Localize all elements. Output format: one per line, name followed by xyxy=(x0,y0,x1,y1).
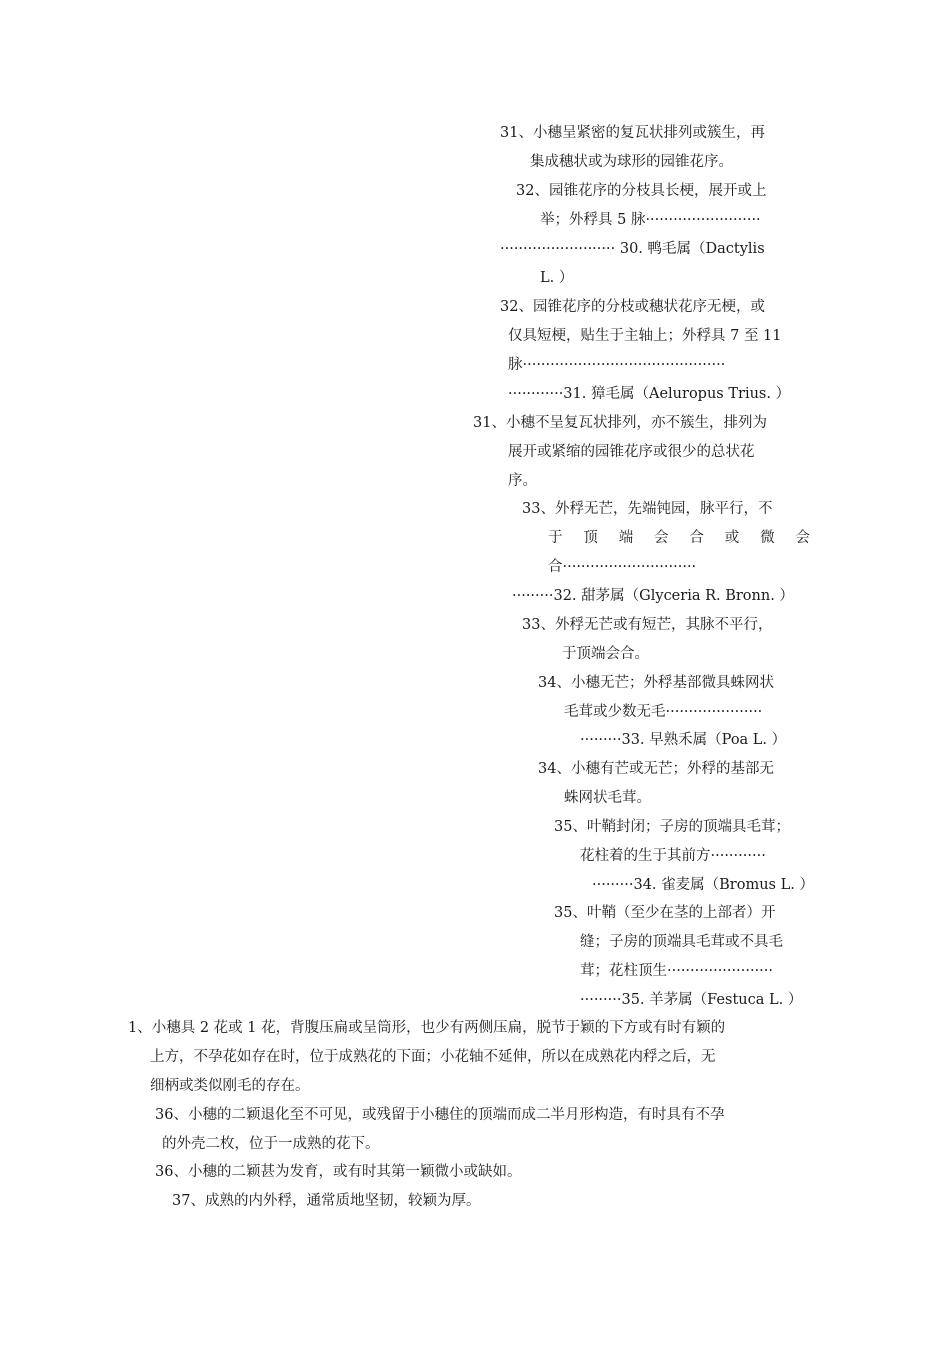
key-entry-1b-cont2: 细柄或类似刚毛的存在。 xyxy=(150,1078,310,1094)
key-entry-35a-cont: 花柱着的生于其前方············ xyxy=(580,848,766,864)
key-entry-32a: 32、园锥花序的分枝具长梗，展开或上 xyxy=(516,183,767,199)
key-entry-32b: 32、园锥花序的分枝或穗状花序无梗，或 xyxy=(500,299,765,315)
key-entry-35b: 35、叶鞘（至少在茎的上部者）开 xyxy=(554,905,776,921)
key-entry-31a: 31、小穗呈紧密的复瓦状排列或簇生，再 xyxy=(500,125,765,141)
key-result-31: ············31. 獐毛属（Aeluropus Trius. ） xyxy=(508,386,791,402)
key-entry-31b-cont: 展开或紧缩的园锥花序或很少的总状花 xyxy=(508,444,755,460)
key-entry-31b: 31、小穗不呈复瓦状排列，亦不簇生，排列为 xyxy=(473,415,767,431)
key-entry-35b-cont: 缝；子房的顶端具毛茸或不具毛 xyxy=(580,934,783,950)
key-entry-33b-cont: 于顶端会合。 xyxy=(562,646,649,662)
key-entry-33a: 33、外稃无芒，先端钝园，脉平行，不 xyxy=(522,501,773,517)
key-entry-32b-cont: 仅具短梗，贴生于主轴上；外稃具 7 至 11 xyxy=(508,328,782,344)
key-entry-32a-cont: 举；外稃具 5 脉························· xyxy=(540,212,761,228)
key-result-34: ·········34. 雀麦属（Bromus L. ） xyxy=(592,877,814,893)
key-entry-1b: 1、小穗具 2 花或 1 花，背腹压扁或呈筒形，也少有两侧压扁，脱节于颖的下方或有时有颖的 xyxy=(128,1020,726,1036)
key-entry-32b-cont2: 脉············································ xyxy=(508,357,726,373)
key-result-33: ·········33. 早熟禾属（Poa L. ） xyxy=(580,732,787,748)
key-entry-35b-cont2: 茸；花柱顶生······················· xyxy=(580,963,774,979)
key-entry-35a: 35、叶鞘封闭；子房的顶端具毛茸； xyxy=(554,819,790,835)
key-entry-33a-cont2: 合····························· xyxy=(548,559,697,575)
key-result-32: ·········32. 甜茅属（Glyceria R. Bronn. ） xyxy=(512,588,794,604)
key-entry-1b-cont: 上方，不孕花如存在时，位于成熟花的下面；小花轴不延伸，所以在成熟花内稃之后，无 xyxy=(150,1049,716,1065)
key-entry-36a-cont: 的外壳二枚，位于一成熟的花下。 xyxy=(162,1136,380,1152)
key-entry-34a: 34、小穗无芒；外稃基部微具蛛网状 xyxy=(538,675,774,691)
key-entry-36a: 36、小穗的二颖退化至不可见，或残留于小穗住的顶端而成二半月形构造，有时具有不孕 xyxy=(155,1107,725,1123)
key-entry-31b-cont2: 序。 xyxy=(508,473,537,489)
key-entry-33a-cont: 于 顶 端 会 合 或 微 会 xyxy=(548,530,810,546)
key-entry-34b: 34、小穗有芒或无芒；外稃的基部无 xyxy=(538,761,774,777)
key-result-35: ·········35. 羊茅属（Festuca L. ） xyxy=(580,992,803,1008)
key-entry-37a: 37、成熟的内外稃，通常质地坚韧，较颖为厚。 xyxy=(172,1193,481,1209)
key-entry-31a-cont: 集成穗状或为球形的园锥花序。 xyxy=(530,154,733,170)
key-result-30: ························· 30. 鸭毛属（Dactylis xyxy=(500,241,765,257)
key-entry-36b: 36、小穗的二颖甚为发育，或有时其第一颖微小或缺如。 xyxy=(155,1164,522,1180)
key-result-30-cont: L. ） xyxy=(540,270,574,286)
key-entry-34a-cont: 毛茸或少数无毛····················· xyxy=(564,704,763,720)
key-entry-33b: 33、外稃无芒或有短芒，其脉不平行， xyxy=(522,617,773,633)
key-entry-34b-cont: 蛛网状毛茸。 xyxy=(564,790,651,806)
